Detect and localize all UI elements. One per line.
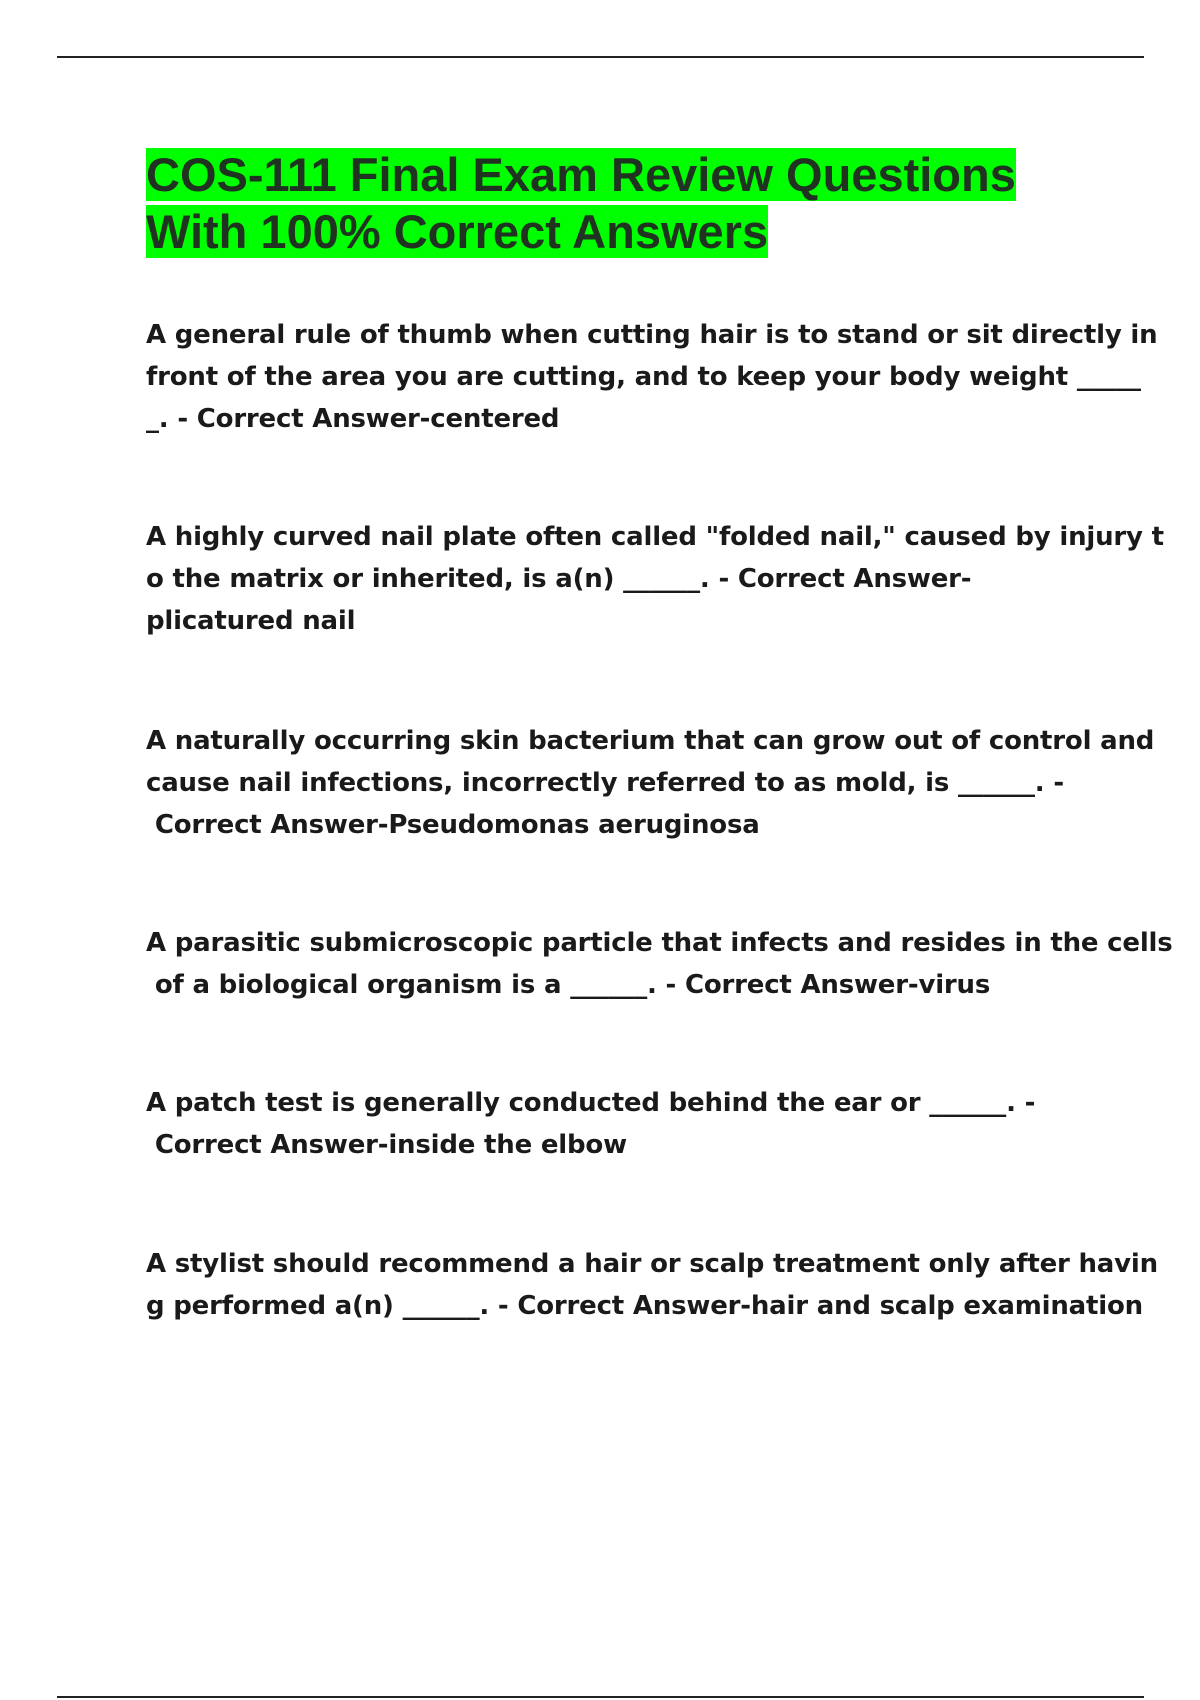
qa-line: Correct Answer-inside the elbow [146, 1130, 627, 1160]
qa-item-1 [146, 314, 1158, 440]
qa-line: of a biological organism is a ______. - Correct Answer-virus [146, 970, 991, 1000]
qa-line: o the matrix or inherited, is a(n) ______. - Correct Answer- [146, 564, 972, 594]
qa-line: plicatured nail [146, 606, 356, 636]
bottom-divider [57, 1696, 1144, 1698]
qa-line: A parasitic submicroscopic particle that infects and resides in the cells [146, 928, 1173, 958]
qa-line: A general rule of thumb when cutting hair is to stand or sit directly in [146, 320, 1158, 350]
qa-item-5 [146, 1082, 1106, 1166]
qa-line: Correct Answer-Pseudomonas aeruginosa [146, 810, 760, 840]
qa-line: A highly curved nail plate often called "folded nail," caused by injury t [146, 522, 1164, 552]
qa-line: cause nail infections, incorrectly referred to as mold, is ______. - [146, 768, 1064, 798]
qa-line: A naturally occurring skin bacterium that can grow out of control and [146, 726, 1155, 756]
top-divider [57, 56, 1144, 58]
qa-item-2 [146, 516, 1164, 642]
qa-item-3 [146, 720, 1155, 846]
qa-line: A stylist should recommend a hair or scalp treatment only after havin [146, 1249, 1158, 1279]
title-line-1: COS-111 Final Exam Review Questions [146, 148, 1016, 201]
qa-line: A patch test is generally conducted behind the ear or ______. - [146, 1088, 1036, 1118]
document-title [146, 146, 1066, 260]
qa-item-6 [146, 1243, 1158, 1327]
qa-line: g performed a(n) ______. - Correct Answer-hair and scalp examination [146, 1291, 1143, 1321]
qa-item-4 [146, 922, 1173, 1006]
qa-line: front of the area you are cutting, and to keep your body weight _____ [146, 362, 1141, 392]
title-line-2: With 100% Correct Answers [146, 205, 769, 258]
qa-line: _. - Correct Answer-centered [146, 404, 560, 434]
